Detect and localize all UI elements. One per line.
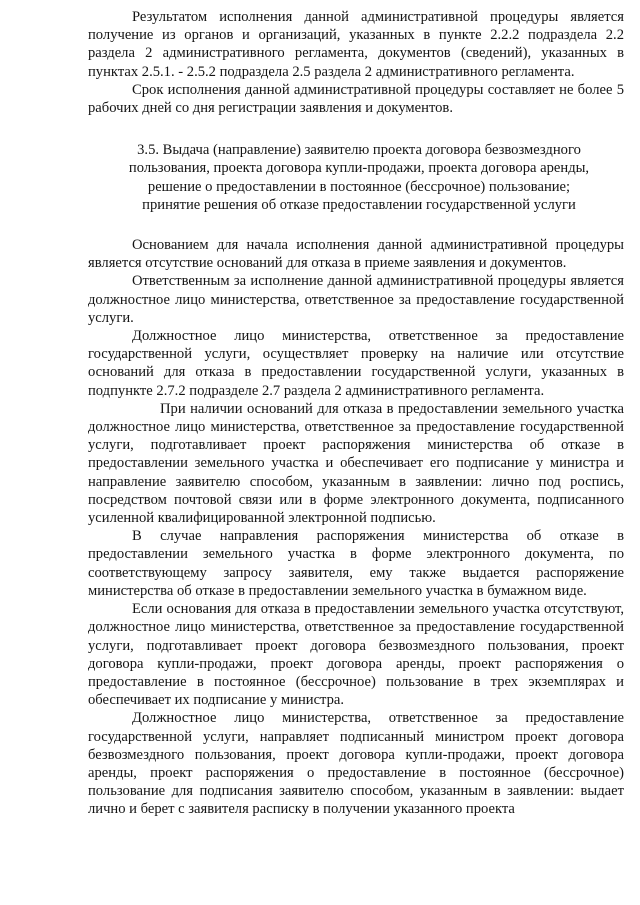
section-heading: 3.5. Выдача (направление) заявителю проекта договора безвозмездного пользования, проекта договора купли-продажи, проекта договора аренды, решение о предоставлении в постоянное (бессрочное) пользование; принятие решения об отказе предоставлении государственной услуги	[128, 142, 590, 213]
paragraph-deadline: Срок исполнения данной административной процедуры составляет не более 5 рабочих дней со дня регистрации заявления и документов.	[88, 81, 624, 117]
paragraph-check: Должностное лицо министерства, ответственное за предоставление государственной услуги, осуществляет проверку на наличие или отсутствие оснований для отказа в предоставлении государственной услуги, указанных в подпункте 2.7.2 подразделе 2.7 раздела 2 административного регламента.	[88, 328, 624, 399]
paragraph-responsible: Ответственным за исполнение данной административной процедуры является должностное лицо министерства, ответственное за предоставление государственной услуги.	[88, 273, 624, 326]
paragraph-refusal: При наличии оснований для отказа в предоставлении земельного участка должностное лицо министерства, ответственное за предоставление государственной услуги, подготавливает проект распоряжения министерства об отказе в предоставлении земельного участка и обеспечивает его подписание у министра и направление заявителю способом, указанным в заявлении: лично под роспись, посредством почтовой связи или в форме электронного документа, подписанного усиленной квалифицированной электронной подписью.	[88, 400, 624, 527]
paragraph-result: Результатом исполнения данной административной процедуры является получение из органов и организаций, указанных в пункте 2.2.2 подраздела 2.2 раздела 2 административного регламента, документов (сведений), указанных в пунктах 2.5.1. - 2.5.2 подраздела 2.5 раздела 2 административного регламента.	[88, 9, 624, 80]
paragraph-sending: Должностное лицо министерства, ответственное за предоставление государственной услуги, направляет подписанный министром проект договора безвозмездного пользования, проект договора купли-продажи, проект договора аренды, проект распоряжения о предоставление в постоянное (бессрочное) пользование для подписания заявителю способом, указанным в заявлении: выдает лично и берет с заявителя расписку в получении указанного проекта	[88, 710, 624, 818]
document-page	[88, 8, 624, 819]
paragraph-no-grounds: Если основания для отказа в предоставлении земельного участка отсутствуют, должностное лицо министерства, ответственное за предоставление государственной услуги, подготавливает проект договора безвозмездного пользования, проект договора купли-продажи, проект договора аренды, проект распоряжения о предоставление в постоянное (бессрочное) пользование в трех экземплярах и обеспечивает их подписание у министра.	[88, 601, 624, 709]
paragraph-electronic: В случае направления распоряжения министерства об отказе в предоставлении земельного участка в форме электронного документа, по соответствующему запросу заявителя, ему также выдается распоряжение министерства об отказе в предоставлении земельного участка в бумажном виде.	[88, 528, 624, 599]
paragraph-basis: Основанием для начала исполнения данной административной процедуры является отсутствие оснований для отказа в приеме заявления и документов.	[88, 237, 624, 272]
